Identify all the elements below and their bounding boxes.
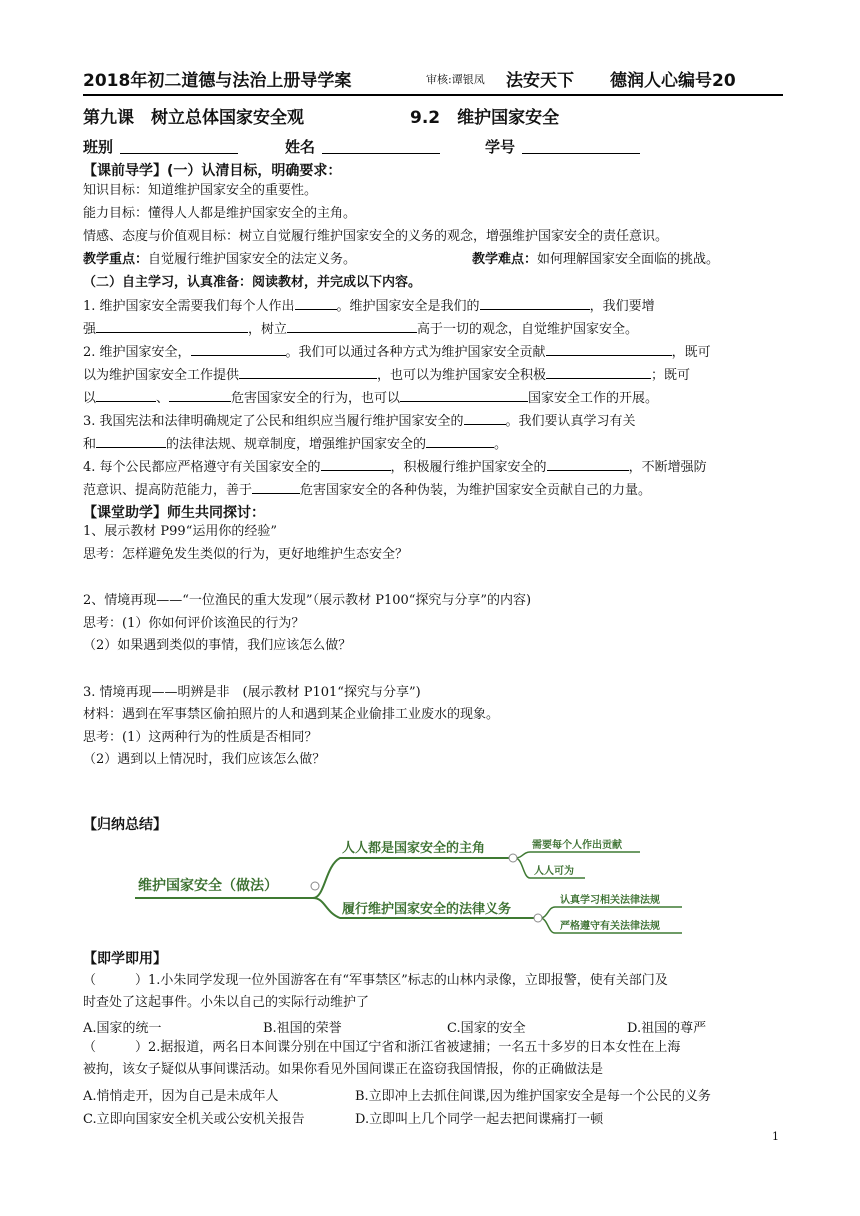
- header-motto-2: 德润人心编号20: [610, 71, 736, 91]
- q1-text-d: 强: [83, 322, 97, 337]
- practice-question-2-cont: 被拘，该女子疑似从事间谍活动。如果你看见外国间谍正在盗窃我国情报，你的正确做法是: [83, 1062, 604, 1077]
- blank[interactable]: [480, 295, 590, 310]
- answer-bracket[interactable]: （ ）: [83, 973, 149, 988]
- self-study-heading: （二）自主学习，认真准备：阅读教材，并完成以下内容。: [83, 275, 422, 290]
- inquiry-2: 2、情境再现——“一位渔民的重大发现”（展示教材 P100“探究与分享”的内容): [83, 593, 532, 608]
- q4-text-c: ，不断增强防: [628, 460, 707, 475]
- collapse-icon[interactable]: [311, 882, 319, 890]
- inquiry-3: 3. 情境再现——明辨是非 (展示教材 P101“探究与分享”): [83, 685, 421, 700]
- q1-text-f: 高于一切的观念，自觉维护国家安全。: [417, 322, 639, 337]
- emotion-goal: 情感、态度与价值观目标：树立自觉履行维护国家安全的义务的观念，增强维护国家安全的责任意识。: [83, 229, 669, 244]
- question-3-line-1: [83, 410, 636, 433]
- q1-text-a: 1. 维护国家安全需要我们每个人作出: [83, 299, 295, 314]
- class-field[interactable]: [120, 153, 238, 154]
- blank[interactable]: [169, 387, 231, 402]
- class-help-heading: 【课堂助学】师生共同探讨：: [83, 505, 265, 521]
- option-a[interactable]: A.国家的统一: [83, 1021, 162, 1036]
- inquiry-3-material: 材料：遇到在军事禁区偷拍照片的人和遇到某企业偷排工业废水的现象。: [83, 707, 500, 722]
- q2-text-h: 、: [156, 391, 170, 406]
- blank[interactable]: [321, 456, 391, 471]
- q4-text-e: 危害国家安全的各种伪装，为维护国家安全贡献自己的力量。: [300, 483, 652, 498]
- q1-text-b: 。维护国家安全是我们的: [336, 299, 480, 314]
- practice-heading: 【即学即用】: [83, 951, 167, 967]
- collapse-icon[interactable]: [509, 854, 517, 862]
- mindmap-leaf-2b: 严格遵守有关法律法规: [560, 921, 660, 932]
- practice-question-1: [83, 970, 668, 992]
- option-d[interactable]: D.祖国的尊严: [627, 1021, 707, 1036]
- answer-bracket[interactable]: （ ）: [83, 1040, 149, 1055]
- name-label: 姓名: [285, 138, 316, 156]
- inquiry-3-question-2: （2）遇到以上情况时，我们应该怎么做？: [83, 752, 326, 767]
- q2-text-d: 以为维护国家安全工作提供: [83, 368, 240, 383]
- mindmap-leaf-2a: 认真学习相关法律法规: [560, 895, 660, 906]
- blank[interactable]: [426, 433, 494, 448]
- question-2-line-2: [83, 364, 690, 387]
- q3-text-a: 3. 我国宪法和法律明确规定了公民和组织应当履行维护国家安全的: [83, 414, 464, 429]
- class-label: 班别: [83, 138, 114, 156]
- q2-text-e: ，也可以为维护国家安全积极: [377, 368, 547, 383]
- blank[interactable]: [547, 456, 629, 471]
- q1-text-e: ，树立: [248, 322, 288, 337]
- question-4-line-2: [83, 479, 651, 502]
- lesson-section: 9.2 维护国家安全: [410, 108, 560, 128]
- page-number: 1: [772, 1130, 779, 1143]
- mindmap-branch-1: 人人都是国家安全的主角: [342, 841, 486, 856]
- inquiry-1: 1、展示教材 P99“运用你的经验”: [83, 524, 277, 539]
- header-reviewer: 审核:谭银凤: [426, 73, 485, 86]
- q2-text-g: 以: [83, 391, 97, 406]
- number-label: 学号: [485, 138, 516, 156]
- blank[interactable]: [464, 410, 506, 425]
- summary-mindmap: [130, 830, 690, 945]
- blank[interactable]: [239, 364, 377, 379]
- q4-text-a: 4. 每个公民都应严格遵守有关国家安全的: [83, 460, 321, 475]
- inquiry-2-question-2: （2）如果遇到类似的事情，我们应该怎么做？: [83, 638, 352, 653]
- blank[interactable]: [191, 341, 286, 356]
- q2-stem: 2.据报道，两名日本间谍分别在中国辽宁省和浙江省被逮捕；一名五十多岁的日本女性在上海: [148, 1040, 681, 1055]
- mindmap-leaf-1a: 需要每个人作出贡献: [532, 840, 622, 851]
- q3-text-c: 和: [83, 437, 97, 452]
- q2-text-i: 危害国家安全的行为，也可以: [231, 391, 401, 406]
- pre-study-heading: 【课前导学】(一）认清目标，明确要求：: [83, 163, 342, 179]
- summary-heading: 【归纳总结】: [83, 817, 167, 833]
- blank[interactable]: [295, 295, 337, 310]
- header-title: 2018年初二道德与法治上册导学案: [83, 71, 352, 91]
- option-a[interactable]: A.悄悄走开，因为自己是未成年人: [83, 1089, 279, 1104]
- name-field[interactable]: [322, 153, 440, 154]
- q2-text-j: 国家安全工作的开展。: [528, 391, 659, 406]
- q1-stem: 1.小朱同学发现一位外国游客在有“军事禁区”标志的山林内录像，立即报警，使有关部门及: [148, 973, 668, 988]
- blank[interactable]: [400, 387, 528, 402]
- q2-text-b: 。我们可以通过各种方式为维护国家安全贡献: [285, 345, 546, 360]
- q3-text-d: 的法律法规、规章制度，增强维护国家安全的: [166, 437, 427, 452]
- question-3-line-2: [83, 433, 507, 456]
- question-1-line-2: [83, 318, 638, 341]
- mindmap-leaf-1b: 人人可为: [534, 866, 574, 877]
- q2-text-c: ，既可: [671, 345, 711, 360]
- page-header: [83, 62, 783, 96]
- ability-goal: 能力目标：懂得人人都是维护国家安全的主角。: [83, 206, 357, 221]
- q3-text-e: 。: [494, 437, 508, 452]
- difficulty-point: [472, 249, 719, 271]
- blank[interactable]: [96, 318, 248, 333]
- knowledge-goal: 知识目标：知道维护国家安全的重要性。: [83, 183, 318, 198]
- question-1-line-1: [83, 295, 655, 318]
- mindmap-branch-2: 履行维护国家安全的法律义务: [342, 902, 512, 917]
- blank[interactable]: [546, 364, 651, 379]
- q3-text-b: 。我们要认真学习有关: [505, 414, 636, 429]
- key-label: 教学重点：: [83, 252, 149, 267]
- question-2-line-3: [83, 387, 658, 410]
- key-text: 自觉履行维护国家安全的法定义务。: [148, 252, 357, 267]
- option-c[interactable]: C.国家的安全: [447, 1021, 526, 1036]
- q2-text-a: 2. 维护国家安全，: [83, 345, 191, 360]
- difficulty-label: 教学难点：: [472, 252, 538, 267]
- collapse-icon[interactable]: [534, 914, 542, 922]
- q4-text-d: 范意识、提高防范能力，善于: [83, 483, 253, 498]
- key-point: [83, 249, 356, 271]
- q1-text-c: ，我们要增: [589, 299, 655, 314]
- inquiry-3-question-1: 思考：(1）这两种行为的性质是否相同？: [83, 730, 318, 745]
- blank[interactable]: [546, 341, 672, 356]
- blank[interactable]: [287, 318, 417, 333]
- question-2-line-1: [83, 341, 711, 364]
- blank[interactable]: [96, 387, 156, 402]
- blank[interactable]: [96, 433, 166, 448]
- lesson-title: 第九课 树立总体国家安全观: [83, 108, 304, 128]
- option-d[interactable]: D.立即叫上几个同学一起去把间谍痛打一顿: [355, 1112, 604, 1127]
- number-field[interactable]: [522, 153, 640, 154]
- inquiry-1-question: 思考：怎样避免发生类似的行为，更好地维护生态安全？: [83, 547, 409, 562]
- option-b[interactable]: B.祖国的荣誉: [263, 1021, 342, 1036]
- mindmap-root: 维护国家安全（做法）: [138, 878, 278, 894]
- q2-text-f: ；既可: [651, 368, 691, 383]
- inquiry-2-question-1: 思考：(1）你如何评价该渔民的行为？: [83, 616, 305, 631]
- option-b[interactable]: B.立即冲上去抓住间谍,因为维护国家安全是每一个公民的义务: [355, 1089, 711, 1104]
- blank[interactable]: [252, 479, 300, 494]
- practice-question-1-cont: 时查处了这起事件。小朱以自己的实际行动维护了: [83, 995, 370, 1010]
- q4-text-b: ，积极履行维护国家安全的: [390, 460, 547, 475]
- practice-question-2: [83, 1037, 680, 1059]
- option-c[interactable]: C.立即向国家安全机关或公安机关报告: [83, 1112, 305, 1127]
- question-4-line-1: [83, 456, 707, 479]
- difficulty-text: 如何理解国家安全面临的挑战。: [537, 252, 720, 267]
- header-motto: 法安天下: [506, 71, 574, 91]
